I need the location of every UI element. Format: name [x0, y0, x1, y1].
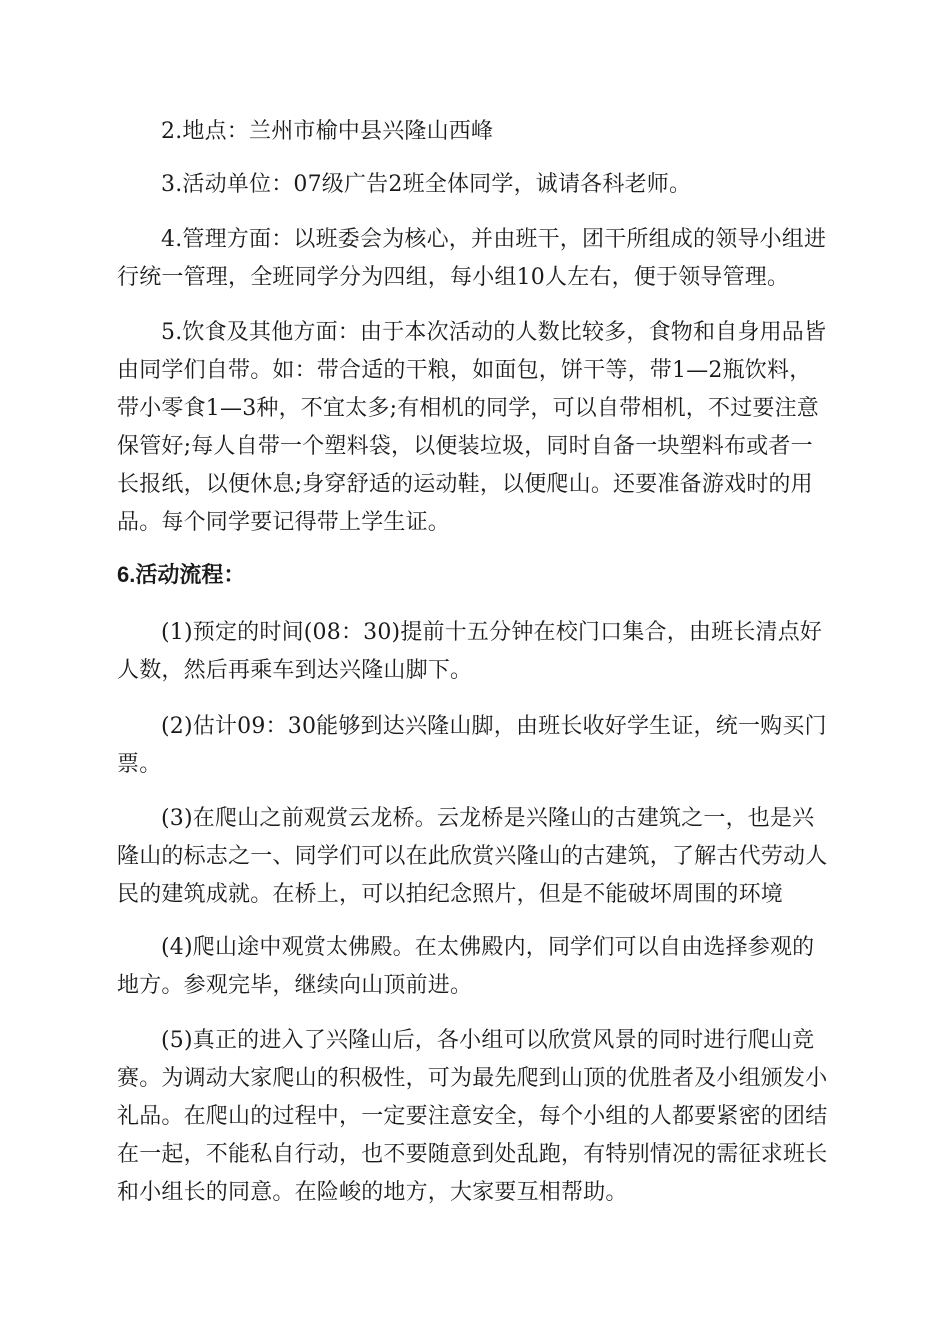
flow-step-1: (1)预定的时间(08：30)提前十五分钟在校门口集合，由班长清点好人数，然后再乘车到达兴隆山脚下。 — [117, 620, 823, 683]
item-food-and-supplies: 5.饮食及其他方面：由于本次活动的人数比较多，食物和自身用品皆由同学们自带。如：带合适的干粮，如面包，饼干等，带1—2瓶饮料，带小零食1—3种，不宜太多;有相机的同学，可以自带相机，不过要注意保管好;每人自带一个塑料袋，以便装垃圾，同时自备一块塑料布或者一长报纸，以便休息;身穿舒适的运动鞋，以便爬山。还要准备游戏时的用品。每个同学要记得带上学生证。 — [117, 320, 827, 535]
flow-step-3: (3)在爬山之前观赏云龙桥。云龙桥是兴隆山的古建筑之一，也是兴隆山的标志之一、同学们可以在此欣赏兴隆山的古建筑，了解古代劳动人民的建筑成就。在桥上，可以拍纪念照片，但是不能破坏周围的环境 — [117, 806, 828, 907]
item-management: 4.管理方面：以班委会为核心，并由班干，团干所组成的领导小组进行统一管理，全班同学分为四组，每小组10人左右，便于领导管理。 — [117, 227, 827, 290]
flow-heading: 6.活动流程： — [117, 562, 246, 587]
flow-step-4: (4)爬山途中观赏太佛殿。在太佛殿内，同学们可以自由选择参观的地方。参观完毕，继续向山顶前进。 — [117, 935, 815, 998]
item-participants: 3.活动单位：07级广告2班全体同学，诚请各科老师。 — [161, 172, 692, 197]
flow-step-5: (5)真正的进入了兴隆山后，各小组可以欣赏风景的同时进行爬山竞赛。为调动大家爬山的积极性，可为最先爬到山顶的优胜者及小组颁发小礼品。在爬山的过程中，一定要注意安全，每个小组的人都要紧密的团结在一起，不能私自行动，也不要随意到处乱跑，有特别情况的需征求班长和小组长的同意。在险峻的地方，大家要互相帮助。 — [117, 1028, 828, 1205]
item-location: 2.地点：兰州市榆中县兴隆山西峰 — [161, 119, 494, 144]
flow-step-2: (2)估计09：30能够到达兴隆山脚，由班长收好学生证，统一购买门票。 — [117, 714, 827, 777]
